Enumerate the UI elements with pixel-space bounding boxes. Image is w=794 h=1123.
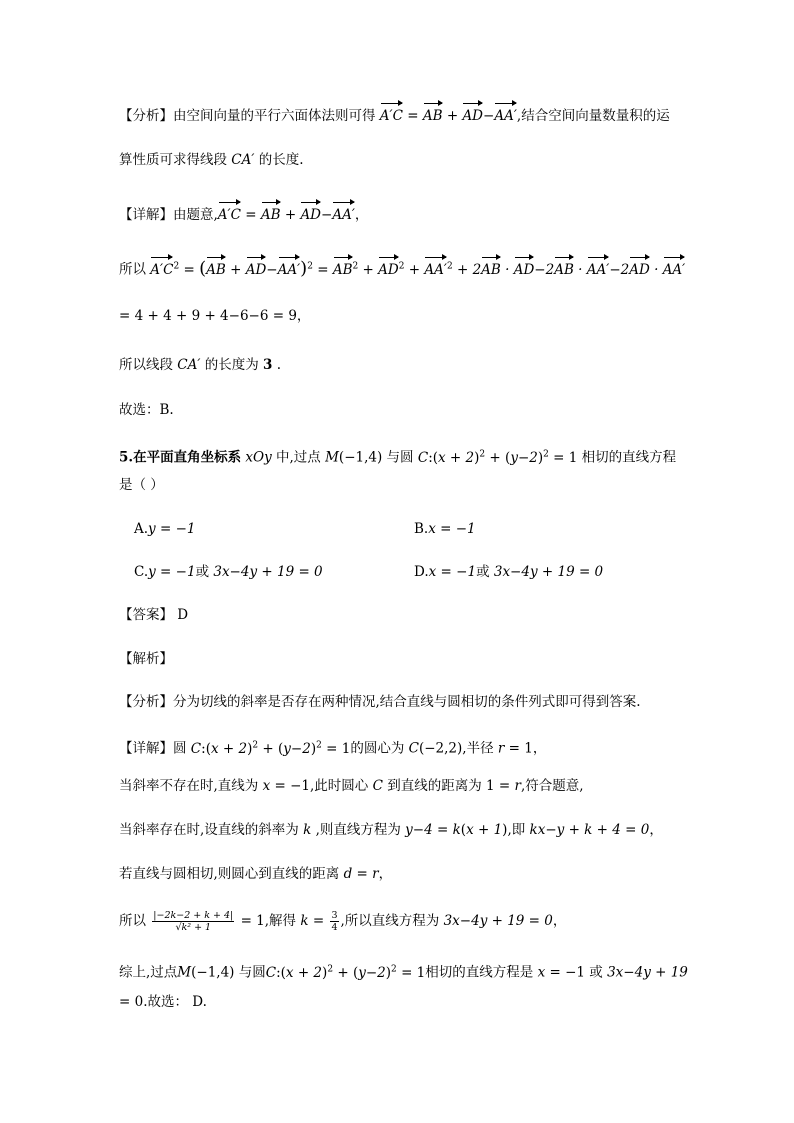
q5-l6e: 3x−4y + 19 <box>607 964 688 981</box>
xoy: xOy <box>245 449 272 466</box>
option-c[interactable] <box>134 562 323 582</box>
q5-l2b: ,此时圆心 <box>310 778 369 794</box>
analysis-tag: 【分析】 <box>119 108 173 124</box>
q5-l2a: 当斜率不存在时,直线为 <box>119 778 259 794</box>
k-fraction <box>330 910 338 933</box>
length-prefix: 所以线段 <box>119 357 173 373</box>
q5-l3c: ,即 <box>507 822 526 838</box>
option-c-or: 或 <box>195 564 210 580</box>
select-line: 故选：B. <box>119 402 174 418</box>
option-b[interactable] <box>414 519 476 539</box>
square-expansion: $A'C^2 = (AB + AD-AA')^2 = AB^2 + AD^2 + AA'^2 + 2AB \cdot AD-2AB \cdot AA'-2AD \cdot AA'$ <box>150 257 686 279</box>
option-b-label: B. <box>414 521 429 537</box>
point-m: M(−1,4) <box>325 449 383 466</box>
q5-l3a: 当斜率存在时,设直线的斜率为 <box>119 822 299 838</box>
frac-den: √k² + 1 <box>175 922 212 933</box>
segment-ca: CA′ <box>231 152 255 168</box>
q5-l6d: 或 <box>589 964 603 981</box>
slope-k: k <box>303 822 312 838</box>
q5-l3b: ,则直线方程为 <box>315 822 401 838</box>
detail-line-1: 【详解】由题意,A′C = AB + AD−AA′， <box>119 207 369 223</box>
circle-equation-2: C:(x + $2)^2 + (y-2)^2 = 1$ <box>190 740 351 757</box>
q5-d4: ， <box>532 740 547 757</box>
option-a-label: A. <box>134 521 149 537</box>
analysis-text-2: ,结合空间向量数量积的运 <box>516 108 670 124</box>
option-a[interactable] <box>134 519 195 539</box>
q5-l6c: 相切的直线方程是 <box>425 964 534 981</box>
explain-tag: 【解析】 <box>119 651 173 667</box>
option-d-label: D. <box>414 564 429 580</box>
answer-line <box>119 605 188 625</box>
distance-eq: 1 = r <box>486 778 521 794</box>
q5-l4a: 若直线与圆相切,则圆心到直线的距离 <box>119 866 340 882</box>
q5-l3d: ， <box>649 822 663 838</box>
analysis-line-2 <box>119 150 304 170</box>
length-value: 3 <box>263 357 273 373</box>
q5-l5a: 所以 <box>119 913 146 929</box>
q5-l5b: ,解得 <box>264 913 297 929</box>
q5-l2c: 到直线的距离为 <box>387 778 482 794</box>
radius: r = 1 <box>497 740 533 757</box>
detail-tag: 【详解】 <box>119 207 173 223</box>
option-c-expr: y = −1 <box>148 564 196 580</box>
analysis-text-3: 算性质可求得线段 <box>119 152 227 168</box>
q5-l6b: 与圆 <box>238 964 266 981</box>
q5-l6a: 综上,过点 <box>119 964 178 981</box>
sum-line: = 4 + 4 + 9 + 4−6−6 = 9， <box>119 308 311 324</box>
so-prefix: 所以 <box>119 261 146 278</box>
point-m-2: M(−1,4) <box>177 964 235 981</box>
circle-equation-3: C:(x + $2)^2 + (y-2)^2 = 1$ <box>265 964 426 981</box>
detail-text-1: 由题意, <box>173 207 218 223</box>
q5-d2: 的圆心为 <box>350 740 405 757</box>
segment-ca-2: CA′ <box>177 357 201 373</box>
q5-l5d: ， <box>552 913 567 929</box>
question-5-line-1 <box>119 444 676 468</box>
line-eq: y−4 = k(x + 1) <box>405 822 508 838</box>
q5-detail-line-3 <box>119 820 663 840</box>
q5-detail-line-7 <box>119 992 207 1012</box>
line-eq-2: kx−y + k + 4 = 0 <box>529 822 650 838</box>
answer-value: D <box>177 607 189 623</box>
q5-d1: 圆 <box>173 740 187 757</box>
q5-detail-line-1 <box>119 735 546 759</box>
analysis-line-1 <box>119 106 670 126</box>
length-line: 所以线段 CA′ 的长度为 3 . <box>119 357 282 373</box>
question-5-line-2: 是（ ） <box>119 477 164 493</box>
option-c-label: C. <box>134 564 149 580</box>
option-a-expr: y = −1 <box>148 521 196 537</box>
q5-detail-tag: 【详解】 <box>119 740 173 757</box>
k-den: 4 <box>331 922 338 933</box>
analysis-text-4: 的长度. <box>258 152 304 168</box>
q5-detail-line-4 <box>119 864 392 884</box>
q5-l4b: ， <box>378 866 393 882</box>
q5-text-1: 5.在平面直角坐标系 <box>119 449 242 466</box>
q5-d3: ,半径 <box>462 740 494 757</box>
x-eq-neg1: x = −1 <box>537 964 585 981</box>
distance-fraction <box>152 910 234 933</box>
center: C(−2,2) <box>408 740 463 757</box>
line-x-neg1: x = −1 <box>262 778 311 794</box>
q5-detail-line-5: 所以 $\frac{|-2k-2 + k + 4|}{\text{√k² + 1}}$ = 1,解得 k = $\frac{3}{4}$ ,所以直线方程为 3x−4y + 19 = 0， <box>119 910 567 933</box>
option-b-expr: x = −1 <box>428 521 476 537</box>
option-c-expr2: 3x−4y + 19 = 0 <box>213 564 323 580</box>
option-d-expr: x = −1 <box>428 564 477 580</box>
length-mid: 的长度为 <box>204 357 259 373</box>
answer-tag: 【答案】 <box>119 607 173 623</box>
q5-analysis-line <box>119 692 641 712</box>
q5-text-3: 与圆 <box>386 449 414 466</box>
option-d[interactable] <box>414 562 603 582</box>
q5-l5c: ,所以直线方程为 <box>340 913 440 929</box>
option-d-expr2: 3x−4y + 19 = 0 <box>493 564 604 580</box>
center-c: C <box>372 778 383 794</box>
q5-l7a: = 0 <box>119 994 144 1010</box>
vector-equation-2: A′C = AB + AD−AA′ <box>217 207 355 223</box>
k-num: 3 <box>331 910 338 921</box>
q5-l7c: D. <box>192 994 207 1010</box>
q5-detail-line-6 <box>119 959 688 983</box>
q5-l7b: .故选： <box>143 994 188 1010</box>
frac-num: |−2k−2 + k + 4| <box>153 910 234 921</box>
d-eq-r: d = r <box>343 866 379 882</box>
q5-l2d: ,符合题意, <box>521 778 584 794</box>
vector-equation: A′C = AB + AD−AA′ <box>379 108 517 124</box>
q5-analysis-tag: 【分析】 <box>119 694 173 710</box>
q5-text-4: 相切的直线方程 <box>581 449 677 466</box>
result-line: 3x−4y + 19 = 0 <box>443 913 553 929</box>
detail-line-2 <box>119 256 685 280</box>
q5-detail-line-2 <box>119 776 584 796</box>
q5-text-2: 中,过点 <box>276 449 321 466</box>
analysis-text-1: 由空间向量的平行六面体法则可得 <box>173 108 376 124</box>
circle-equation: C:(x + $2)^2 + (y-2)^2 = 1$ <box>417 449 578 466</box>
q5-analysis-text: 分为切线的斜率是否存在两种情况,结合直线与圆相切的条件列式即可得到答案. <box>173 694 641 710</box>
option-d-or: 或 <box>476 564 490 580</box>
